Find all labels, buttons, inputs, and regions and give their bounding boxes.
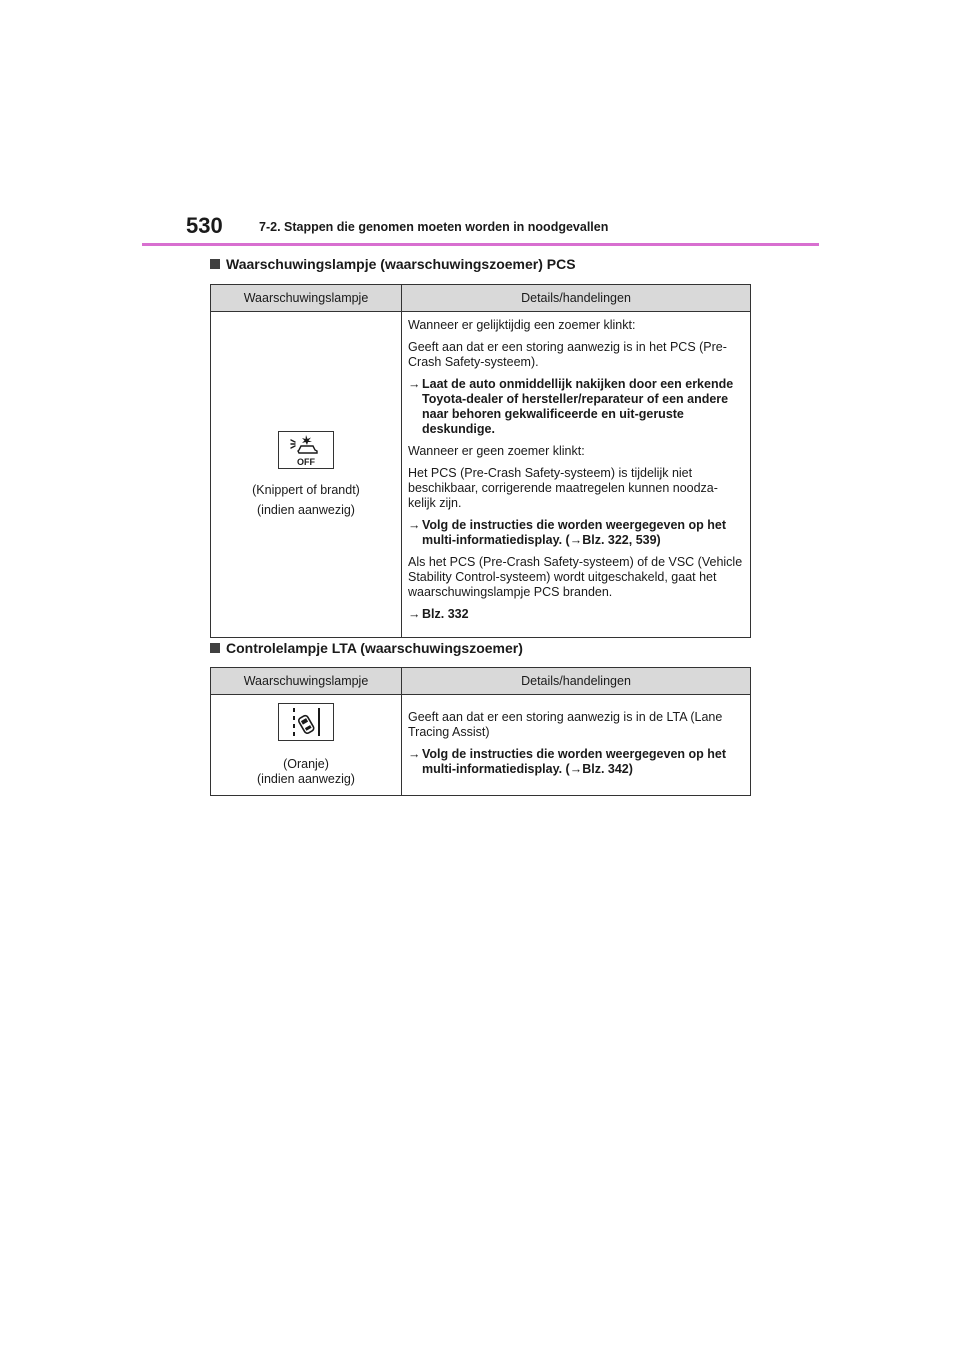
action-text: Laat de auto onmiddellijk nakijken door een erkende Toyota-dealer of hersteller/reparateur of een andere naar behoren gekwalificeerde en uit-geruste deskundige. — [422, 377, 734, 436]
details-condition-no-buzzer: Wanneer er geen zoemer klinkt: — [408, 444, 585, 458]
arrow-icon: → — [408, 747, 421, 761]
lamp-cell — [211, 312, 402, 638]
arrow-icon: → — [408, 518, 421, 532]
arrow-icon: → — [408, 607, 421, 621]
details-cell — [402, 312, 751, 638]
column-header-lamp: Waarschuwingslampje — [211, 668, 402, 695]
section-heading-text: Controlelampje LTA (waarschuwingszoemer) — [226, 640, 523, 656]
action-item — [408, 377, 744, 437]
lamp-caption-state: (Knippert of brandt) — [252, 483, 360, 497]
page-number: 530 — [186, 213, 223, 238]
details-cell — [402, 695, 751, 796]
column-header-details: Details/handelingen — [402, 285, 751, 312]
chapter-title: 7-2. Stappen die genomen moeten worden in noodgevallen — [259, 220, 609, 234]
section-heading-lta — [210, 640, 523, 656]
action-text: Volg de instructies die worden weergegeven op het multi-informatiedisplay. (→Blz. 322, 539) — [422, 518, 726, 547]
table-row — [211, 312, 751, 638]
details-disabled-text: Als het PCS (Pre-Crash Safety-systeem) of de VSC (Vehicle Stability Control-systeem) wordt uitgeschakeld, gaat het waarschuwingslampje PCS branden. — [408, 555, 743, 599]
square-bullet-icon — [210, 643, 220, 653]
action-text: Volg de instructies die worden weergegeven op het multi-informatiedisplay. (→Blz. 342) — [422, 747, 726, 776]
column-header-details: Details/handelingen — [402, 668, 751, 695]
table-header-row — [211, 668, 751, 695]
section-heading-pcs — [210, 256, 576, 272]
pcs-warning-table — [210, 284, 751, 638]
lta-warning-table — [210, 667, 751, 796]
pcs-off-warning-icon — [278, 431, 334, 469]
action-item — [408, 747, 744, 777]
lamp-caption-availability: (indien aanwezig) — [257, 772, 355, 786]
action-text: Blz. 332 — [422, 607, 469, 621]
details-malfunction-text: Geeft aan dat er een storing aanwezig is in de LTA (Lane Tracing Assist) — [408, 710, 723, 739]
square-bullet-icon — [210, 259, 220, 269]
table-header-row — [211, 285, 751, 312]
table-row — [211, 695, 751, 796]
column-header-lamp: Waarschuwingslampje — [211, 285, 402, 312]
details-unavailable-text: Het PCS (Pre-Crash Safety-systeem) is tijdelijk niet beschikbaar, corrigerende maatregelen kunnen noodza-kelijk zijn. — [408, 466, 718, 510]
details-condition-buzzer: Wanneer er gelijktijdig een zoemer klinkt: — [408, 318, 636, 332]
lane-tracing-assist-icon — [278, 703, 334, 741]
action-item — [408, 518, 744, 548]
lamp-caption-color: (Oranje) — [283, 757, 329, 771]
details-malfunction-text: Geeft aan dat er een storing aanwezig is in het PCS (Pre-Crash Safety-systeem). — [408, 340, 727, 369]
arrow-icon: → — [408, 377, 421, 391]
action-item — [408, 607, 744, 622]
lamp-cell — [211, 695, 402, 796]
pcs-off-label: OFF — [297, 457, 315, 467]
header-divider — [142, 243, 819, 246]
lamp-caption-availability: (indien aanwezig) — [257, 503, 355, 517]
section-heading-text: Waarschuwingslampje (waarschuwingszoemer) PCS — [226, 256, 576, 272]
